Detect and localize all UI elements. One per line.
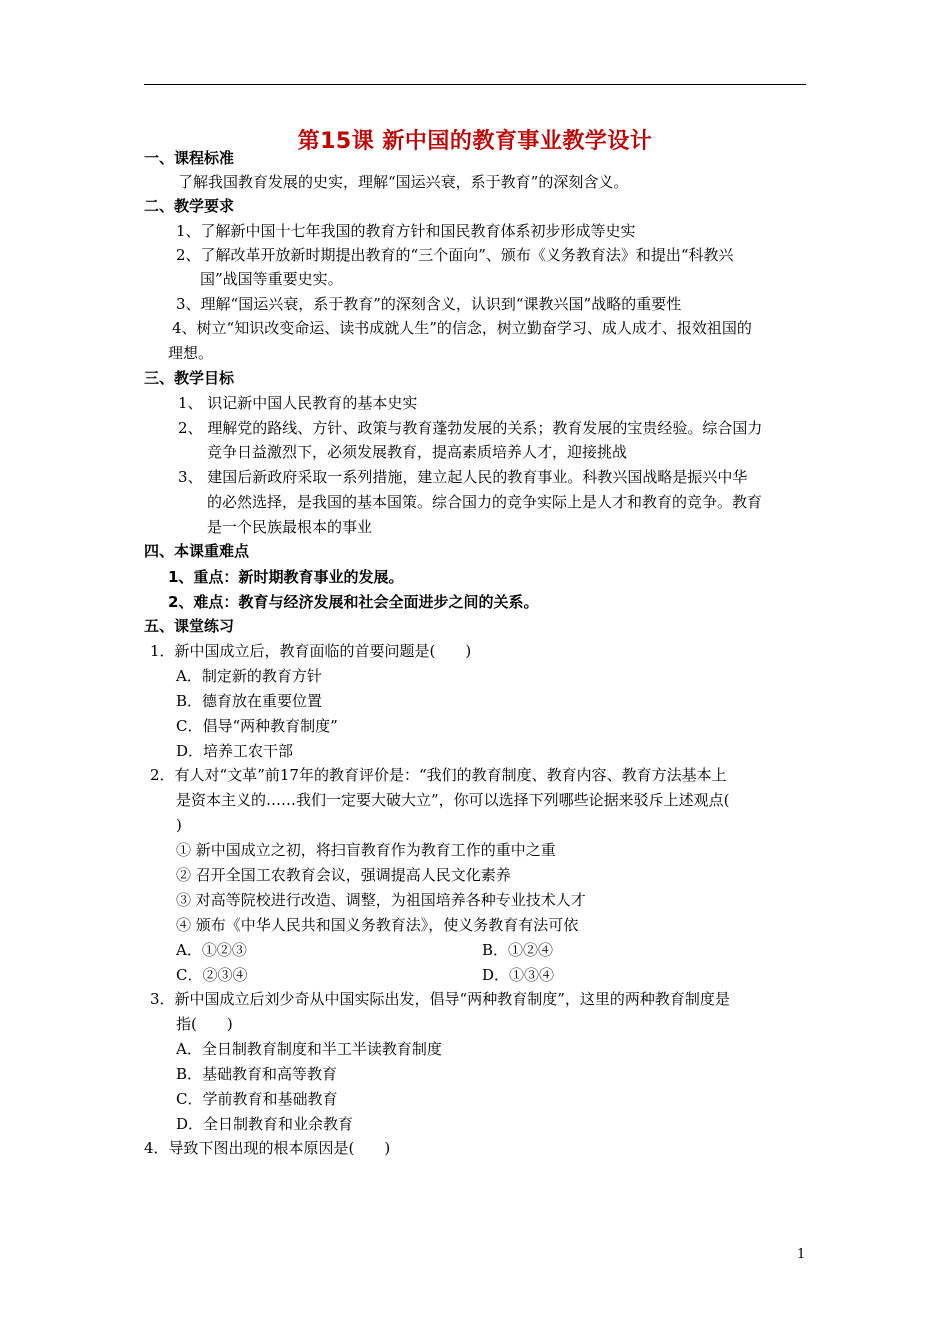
requirement-2-line2: 国”战国等重要史实。 bbox=[200, 270, 343, 288]
requirement-2-line1: 2、了解改革开放新时期提出教育的“三个面向”、颁布《义务教育法》和提出“科教兴 bbox=[176, 246, 734, 264]
question-1-option-b: B．德育放在重要位置 bbox=[176, 692, 323, 710]
question-3-option-b: B．基础教育和高等教育 bbox=[176, 1065, 338, 1083]
question-1-option-d: D．培养工农干部 bbox=[176, 742, 294, 760]
section-heading-exercises: 五、课堂练习 bbox=[144, 617, 235, 635]
question-2-stem-line3: ) bbox=[176, 816, 182, 834]
section-heading-standard: 一、课程标准 bbox=[144, 149, 235, 167]
question-2-statement-4: ④ 颁布《中华人民共和国义务教育法》，使义务教育有法可依 bbox=[176, 916, 579, 934]
keypoint-focus: 1、重点：新时期教育事业的发展。 bbox=[168, 568, 404, 586]
question-4-stem: 4．导致下图出现的根本原因是( ) bbox=[144, 1139, 391, 1157]
question-2-statement-3: ③ 对高等院校进行改造、调整，为祖国培养各种专业技术人才 bbox=[176, 891, 586, 909]
question-2-option-d: D．①③④ bbox=[482, 966, 555, 984]
question-2-option-b: B．①②④ bbox=[482, 941, 554, 959]
objective-3-line3: 是一个民族最根本的事业 bbox=[207, 518, 373, 536]
requirement-3: 3、理解“国运兴衰，系于教育”的深刻含义，认识到“课教兴国”战略的重要性 bbox=[176, 295, 682, 313]
requirement-1: 1、了解新中国十七年我国的教育方针和国民教育体系初步形成等史实 bbox=[176, 222, 636, 240]
standard-text: 了解我国教育发展的史实，理解“国运兴衰，系于教育”的深刻含义。 bbox=[178, 173, 629, 191]
question-2-option-a: A．①②③ bbox=[176, 941, 247, 959]
question-3-option-c: C．学前教育和基础教育 bbox=[176, 1090, 338, 1108]
question-1-stem: 1．新中国成立后，教育面临的首要问题是( ) bbox=[150, 642, 472, 660]
objective-3-line2: 的必然选择，是我国的基本国策。综合国力的竞争实际上是人才和教育的竞争。教育 bbox=[207, 493, 763, 511]
keypoint-difficulty: 2、难点：教育与经济发展和社会全面进步之间的关系。 bbox=[168, 593, 539, 611]
objective-2-line2: 竞争日益激烈下，必须发展教育，提高素质培养人才，迎接挑战 bbox=[207, 443, 628, 461]
objective-3-line1: 3、 建国后新政府采取一系列措施，建立起人民的教育事业。科教兴国战略是振兴中华 bbox=[178, 468, 748, 486]
question-2-stem-line2: 是资本主义的……我们一定要大破大立”，你可以选择下列哪些论据来驳斥上述观点( bbox=[176, 791, 730, 809]
objective-1: 1、 识记新中国人民教育的基本史实 bbox=[178, 394, 418, 412]
section-heading-objectives: 三、教学目标 bbox=[144, 369, 235, 387]
header-rule bbox=[144, 84, 806, 85]
page-number: 1 bbox=[797, 1247, 806, 1262]
question-3-option-d: D．全日制教育和业余教育 bbox=[176, 1115, 354, 1133]
requirement-4-line2: 理想。 bbox=[168, 344, 214, 362]
requirement-4-line1: 4、树立“知识改变命运、读书成就人生”的信念，树立勤奋学习、成人成才、报效祖国的 bbox=[172, 319, 752, 337]
question-3-option-a: A．全日制教育制度和半工半读教育制度 bbox=[176, 1040, 442, 1058]
question-1-option-a: A．制定新的教育方针 bbox=[176, 667, 322, 685]
question-3-stem-line1: 3．新中国成立后刘少奇从中国实际出发，倡导“两种教育制度”，这里的两种教育制度是 bbox=[150, 990, 730, 1008]
page-title: 第15课 新中国的教育事业教学设计 bbox=[297, 129, 653, 154]
question-2-statement-2: ② 召开全国工农教育会议，强调提高人民文化素养 bbox=[176, 866, 511, 884]
question-2-stem-line1: 2．有人对“文革”前17年的教育评价是：“我们的教育制度、教育内容、教育方法基本上 bbox=[150, 766, 727, 784]
section-heading-keypoints: 四、本课重难点 bbox=[144, 542, 250, 560]
question-3-stem-line2: 指( ) bbox=[176, 1015, 233, 1033]
question-2-statement-1: ① 新中国成立之初，将扫盲教育作为教育工作的重中之重 bbox=[176, 841, 556, 859]
objective-2-line1: 2、 理解党的路线、方针、政策与教育蓬勃发展的关系；教育发展的宝贵经验。综合国力 bbox=[178, 419, 763, 437]
question-1-option-c: C．倡导“两种教育制度” bbox=[176, 717, 338, 735]
question-2-option-c: C．②③④ bbox=[176, 966, 248, 984]
section-heading-requirements: 二、教学要求 bbox=[144, 197, 235, 215]
